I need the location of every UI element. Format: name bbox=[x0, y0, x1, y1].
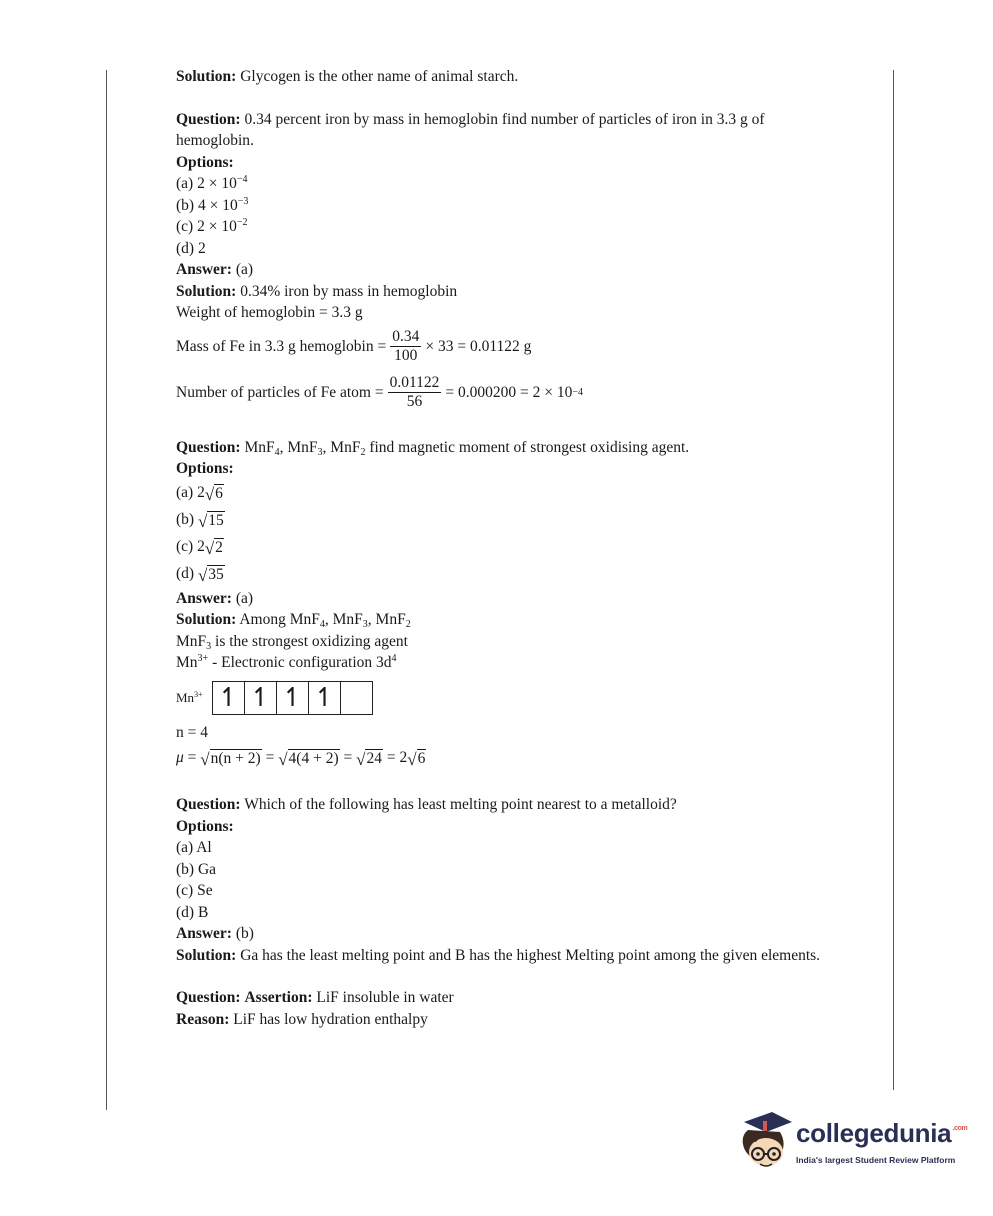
q2-n-line: n = 4 bbox=[176, 723, 208, 741]
q1-option-c: (c) $2 \times 10^{-2}$ bbox=[176, 217, 248, 235]
orbital-box: ↿ bbox=[276, 682, 308, 714]
q3-option-d: (d) B bbox=[176, 903, 209, 921]
orbital-boxes bbox=[212, 681, 373, 715]
q1-options-label: Options: bbox=[176, 153, 234, 171]
q2-option-c: (c) 2 √ 2 bbox=[176, 538, 223, 558]
q3-question: Question: Which of the following has least melting point nearest to a metalloid? bbox=[176, 796, 677, 813]
q1-option-d: (d) 2 bbox=[176, 239, 206, 257]
q3-option-c: (c) Se bbox=[176, 882, 213, 899]
document-body bbox=[176, 66, 836, 1030]
logo-tagline: India's largest Student Review Platform bbox=[796, 1155, 956, 1165]
q1-particles-equation: Number of particles of Fe atom = $\frac{0.01122}{56}$ = 0.000200 = 2 × 10 −4 bbox=[176, 374, 584, 410]
q1-mass-equation: Mass of Fe in 3.3 g hemoglobin = $\frac{0.34}{100}$ × 33 = 0.01122 g bbox=[176, 328, 532, 364]
orbital-box bbox=[340, 682, 372, 714]
mass-fraction: $\frac{0.34}{100}$ bbox=[392, 328, 420, 364]
orbital-label: $Mn^{3+}$ bbox=[176, 689, 203, 705]
q2-solution: Solution: Among MnF$_4$, MnF$_3$, MnF$_2$ bbox=[176, 611, 411, 630]
q0-solution: Solution: Glycogen is the other name of animal starch. bbox=[176, 68, 519, 85]
student-mascot-icon bbox=[736, 1108, 796, 1180]
collegedunia-logo[interactable] bbox=[736, 1108, 966, 1180]
q3-option-b: (b) Ga bbox=[176, 860, 217, 878]
orbital-box: ↿ bbox=[244, 682, 276, 714]
q2-option-a: (a) 2 √ 6 bbox=[176, 484, 223, 504]
left-margin-rule bbox=[106, 70, 107, 1110]
particles-fraction: $\frac{0.01122}{56}$ bbox=[389, 374, 440, 410]
q3-answer: Answer: (b) bbox=[176, 925, 254, 942]
q1-option-a: (a) $2 \times 10^{-4}$ bbox=[176, 174, 248, 192]
q1-option-b: (b) $4 \times 10^{-3}$ bbox=[176, 195, 249, 214]
orbital-box: ↿ bbox=[217, 682, 240, 713]
orbital-diagram bbox=[176, 676, 836, 720]
q1-question: Question: 0.34 percent iron by mass in hemoglobin find number of particles of iron in 3.3 g of hemoglobin. bbox=[176, 110, 765, 149]
q2-mu-equation: μ = √ n(n + 2) = √ 4(4 + 2) = √ 24 = 2 √ 6 bbox=[176, 749, 426, 769]
q2-option-d: (d) √ 35 bbox=[176, 565, 224, 585]
q2-answer: Answer: (a) bbox=[176, 589, 254, 607]
q3-options-label: Options: bbox=[176, 817, 234, 835]
right-margin-rule bbox=[893, 70, 894, 1090]
q2-strongest-line: MnF$_3$ is the strongest oxidizing agent bbox=[176, 632, 408, 652]
q3-solution: Solution: Ga has the least melting point and B has the highest Melting point among the given elements. bbox=[176, 946, 821, 964]
q2-config-line: $Mn^{3+}$ - Electronic configuration $3d^4$ bbox=[176, 653, 397, 671]
q4-reason: Reason: LiF has low hydration enthalpy bbox=[176, 1010, 428, 1028]
q1-weight-line: Weight of hemoglobin = 3.3 g bbox=[176, 304, 363, 321]
logo-wordmark: collegedunia$^{.com}$ bbox=[796, 1118, 968, 1148]
q2-options-label: Options: bbox=[176, 460, 234, 477]
q1-answer: Answer: (a) bbox=[176, 261, 254, 278]
q3-option-a: (a) Al bbox=[176, 839, 212, 856]
q2-question: Question: MnF$_4$, MnF$_3$, MnF$_2$ find magnetic moment of strongest oxidising agent. bbox=[176, 438, 690, 458]
orbital-box: ↿ bbox=[308, 682, 340, 714]
q1-solution: Solution: 0.34% iron by mass in hemoglobin bbox=[176, 282, 458, 300]
q4-assertion: Question: Assertion: LiF insoluble in water bbox=[176, 989, 454, 1006]
q2-option-b: (b) √ 15 bbox=[176, 511, 224, 531]
